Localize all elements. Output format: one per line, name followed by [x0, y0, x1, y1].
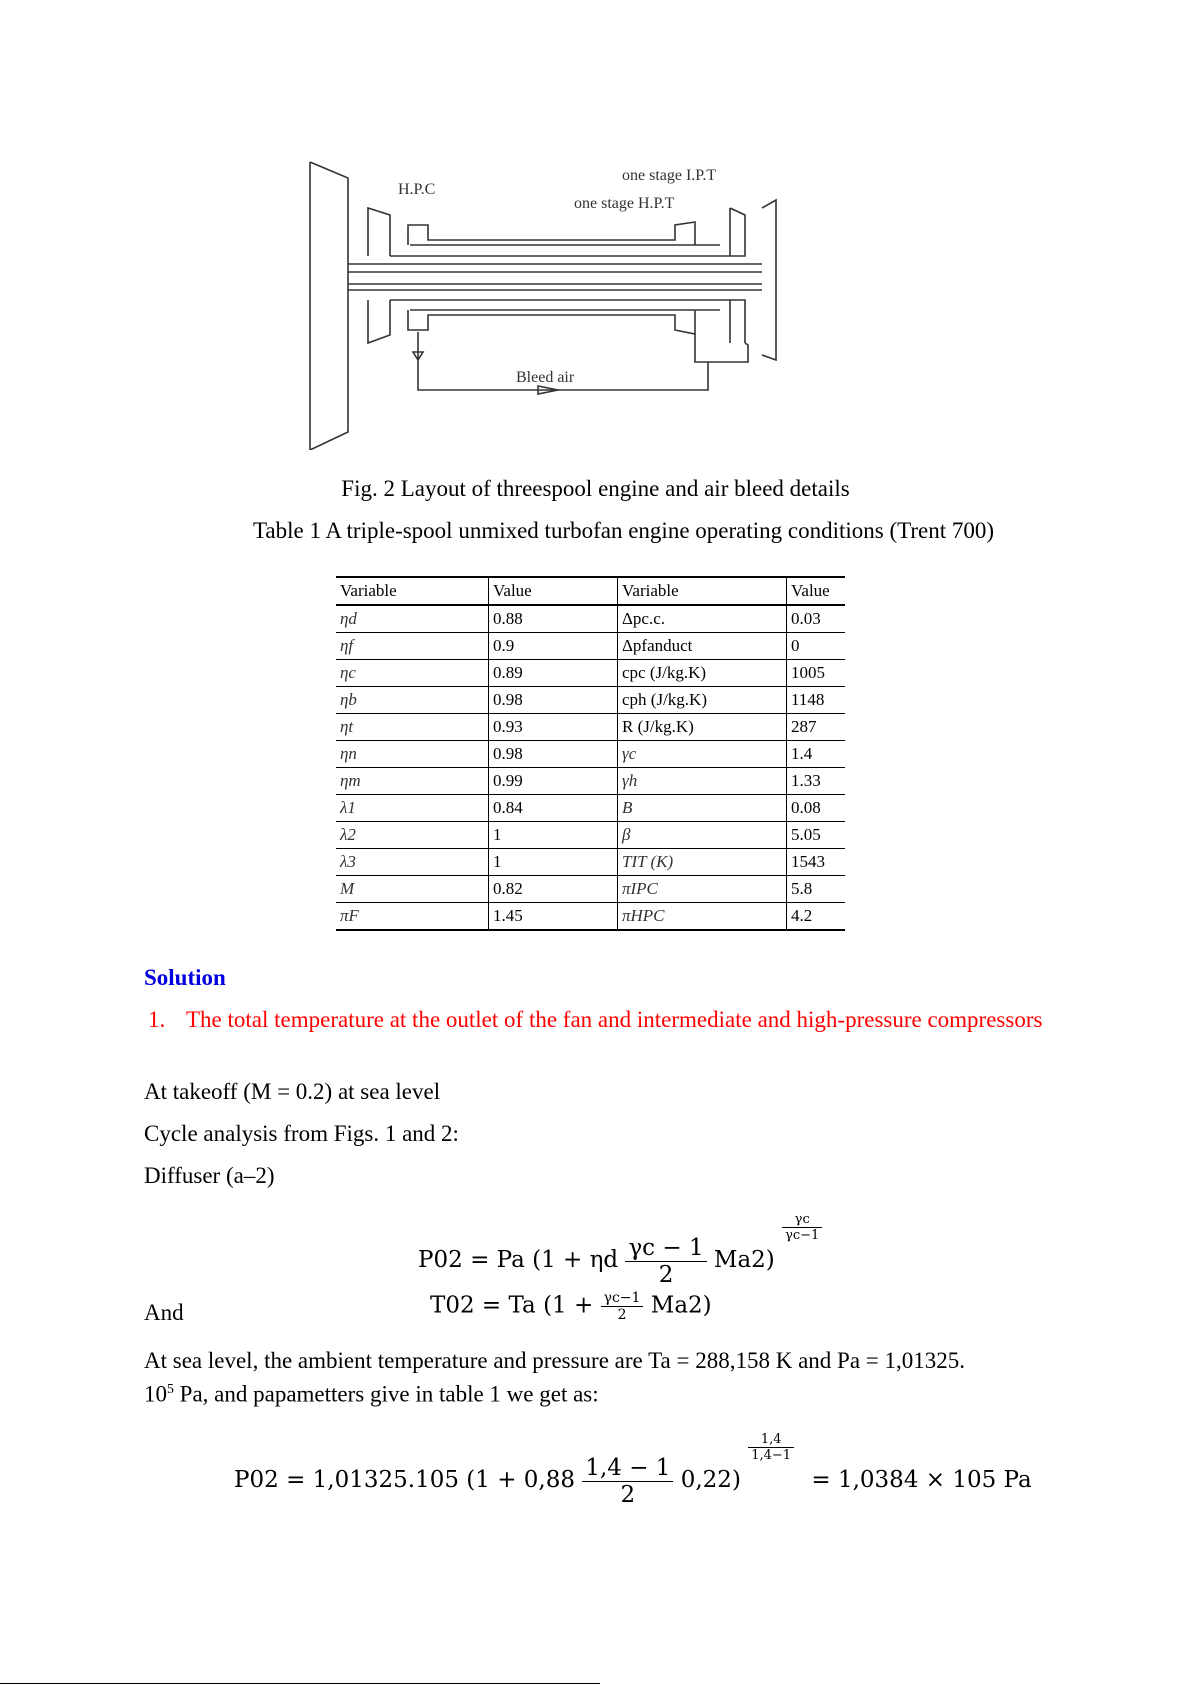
table-header-row — [336, 577, 845, 605]
eq1-tail: Ma2) — [713, 1247, 775, 1273]
figure-caption: Fig. 2 Layout of threespool engine and air bleed details — [341, 476, 850, 501]
bleed-label: Bleed air — [516, 369, 575, 386]
sea-level-text: At sea level, the ambient temperature and pressure are Ta = 288,158 K and Pa = 1,01325. — [144, 1348, 965, 1373]
table-header-cell: Variable — [336, 577, 489, 605]
table-header-cell: Value — [787, 577, 846, 605]
eq2-rhs: = Ta (1 + — [481, 1292, 594, 1319]
eq1-exp-num: γc — [782, 1212, 822, 1228]
table-cell: πIPC — [618, 876, 787, 903]
equation-p02 — [418, 1212, 822, 1288]
takeoff-line: At takeoff (M = 0.2) at sea level — [144, 1079, 441, 1104]
table-cell: 0.9 — [489, 633, 618, 660]
table-cell: 0.98 — [489, 741, 618, 768]
eq3-rhs: = 1,01325.105 (1 + 0,88 — [286, 1467, 575, 1493]
sea-level-text-2: $10^5$ Pa, and papametters give in table 1 we get as: — [144, 1381, 599, 1407]
footer-rule — [0, 1683, 600, 1684]
table-cell: 0.08 — [787, 795, 846, 822]
table-cell: β — [618, 822, 787, 849]
item-text: The total temperature at the outlet of the fan and intermediate and high-pressure compressors — [186, 1007, 1043, 1032]
table-cell: γc — [618, 741, 787, 768]
table-header-cell: Value — [489, 577, 618, 605]
eq3-exp-num: 1,4 — [748, 1432, 794, 1448]
operating-conditions-table — [336, 576, 845, 931]
hpc-label: H.P.C — [398, 181, 436, 198]
table-cell: R (J/kg.K) — [618, 714, 787, 741]
table-row — [336, 660, 845, 687]
table-cell: 4.2 — [787, 903, 846, 931]
item-number: 1. — [148, 1007, 166, 1032]
table-cell: λ2 — [336, 822, 489, 849]
table-cell: Δpc.c. — [618, 605, 787, 633]
eq3-exp-den: 1,4−1 — [751, 1448, 792, 1463]
table-cell: 0.84 — [489, 795, 618, 822]
table-cell: ηn — [336, 741, 489, 768]
eq3-tail: 0,22) — [680, 1467, 741, 1493]
table-cell: 5.05 — [787, 822, 846, 849]
table-cell: ηf — [336, 633, 489, 660]
table-cell: λ3 — [336, 849, 489, 876]
eq3-den: 2 — [620, 1481, 636, 1508]
table-cell: 1543 — [787, 849, 846, 876]
table-cell: 1 — [489, 849, 618, 876]
table-row — [336, 768, 845, 795]
equation-t02 — [430, 1290, 712, 1323]
table-row — [336, 795, 845, 822]
table-cell: 0.88 — [489, 605, 618, 633]
engine-layout-figure — [300, 160, 820, 450]
table-row — [336, 741, 845, 768]
table-caption: Table 1 A triple-spool unmixed turbofan engine operating conditions (Trent 700) — [252, 518, 995, 543]
table-cell: 0.03 — [787, 605, 846, 633]
table-cell: ηt — [336, 714, 489, 741]
table-cell: γh — [618, 768, 787, 795]
table-cell: 0.82 — [489, 876, 618, 903]
table-cell: 1 — [489, 822, 618, 849]
eq1-exp-den: γc−1 — [785, 1228, 820, 1243]
table-header-cell: Variable — [618, 577, 787, 605]
equation-p02-numeric — [234, 1432, 1032, 1508]
table-cell: 5.8 — [787, 876, 846, 903]
table-row — [336, 605, 845, 633]
eq2-tail: Ma2) — [650, 1292, 712, 1319]
diffuser-line: Diffuser (a–2) — [144, 1163, 275, 1188]
eq2-den: 2 — [617, 1307, 627, 1323]
solution-heading: Solution — [144, 965, 226, 990]
table-row — [336, 633, 845, 660]
table-cell: ηd — [336, 605, 489, 633]
table-cell: 287 — [787, 714, 846, 741]
table-cell: ηm — [336, 768, 489, 795]
table-row — [336, 849, 845, 876]
table-cell: 0.89 — [489, 660, 618, 687]
table-row — [336, 876, 845, 903]
eq1-rhs: = Pa (1 + ηd — [470, 1247, 619, 1273]
table-cell: 1.33 — [787, 768, 846, 795]
table-cell: ηc — [336, 660, 489, 687]
table-row — [336, 687, 845, 714]
and-label: And — [144, 1300, 184, 1325]
table-cell: 0.93 — [489, 714, 618, 741]
table-cell: 0.98 — [489, 687, 618, 714]
table-cell: B — [618, 795, 787, 822]
solution-item-1 — [148, 1004, 1048, 1035]
eq2-lhs: T02 — [430, 1292, 475, 1319]
table-cell: 1.4 — [787, 741, 846, 768]
table-cell: 0.99 — [489, 768, 618, 795]
table-cell: πHPC — [618, 903, 787, 931]
eq2-num: γc−1 — [601, 1290, 644, 1307]
table-cell: cph (J/kg.K) — [618, 687, 787, 714]
sea-level-text-2-tail: Pa, and papametters give in table 1 we get as: — [179, 1381, 599, 1407]
table-cell: M — [336, 876, 489, 903]
table-cell: 1005 — [787, 660, 846, 687]
table-cell: λ1 — [336, 795, 489, 822]
table-row — [336, 822, 845, 849]
table-cell: 0 — [787, 633, 846, 660]
ipt-label: one stage I.P.T — [622, 167, 717, 184]
eq3-num: 1,4 − 1 — [582, 1455, 673, 1482]
hpt-label: one stage H.P.T — [574, 195, 675, 212]
eq3-result: = 1,0384 × 105 Pa — [811, 1467, 1032, 1493]
table-cell: TIT (K) — [618, 849, 787, 876]
eq3-lhs: P02 — [234, 1467, 279, 1493]
table-row — [336, 903, 845, 931]
eq1-lhs: P02 — [418, 1247, 463, 1273]
cycle-line: Cycle analysis from Figs. 1 and 2: — [144, 1121, 459, 1146]
table-cell: cpc (J/kg.K) — [618, 660, 787, 687]
fan-shape — [310, 162, 348, 450]
table-cell: ηb — [336, 687, 489, 714]
table-cell: πF — [336, 903, 489, 931]
table-cell: 1148 — [787, 687, 846, 714]
table-cell: Δpfanduct — [618, 633, 787, 660]
eq1-den: 2 — [658, 1261, 674, 1288]
eq1-num: γc − 1 — [625, 1235, 706, 1262]
table-row — [336, 714, 845, 741]
table-cell: 1.45 — [489, 903, 618, 931]
